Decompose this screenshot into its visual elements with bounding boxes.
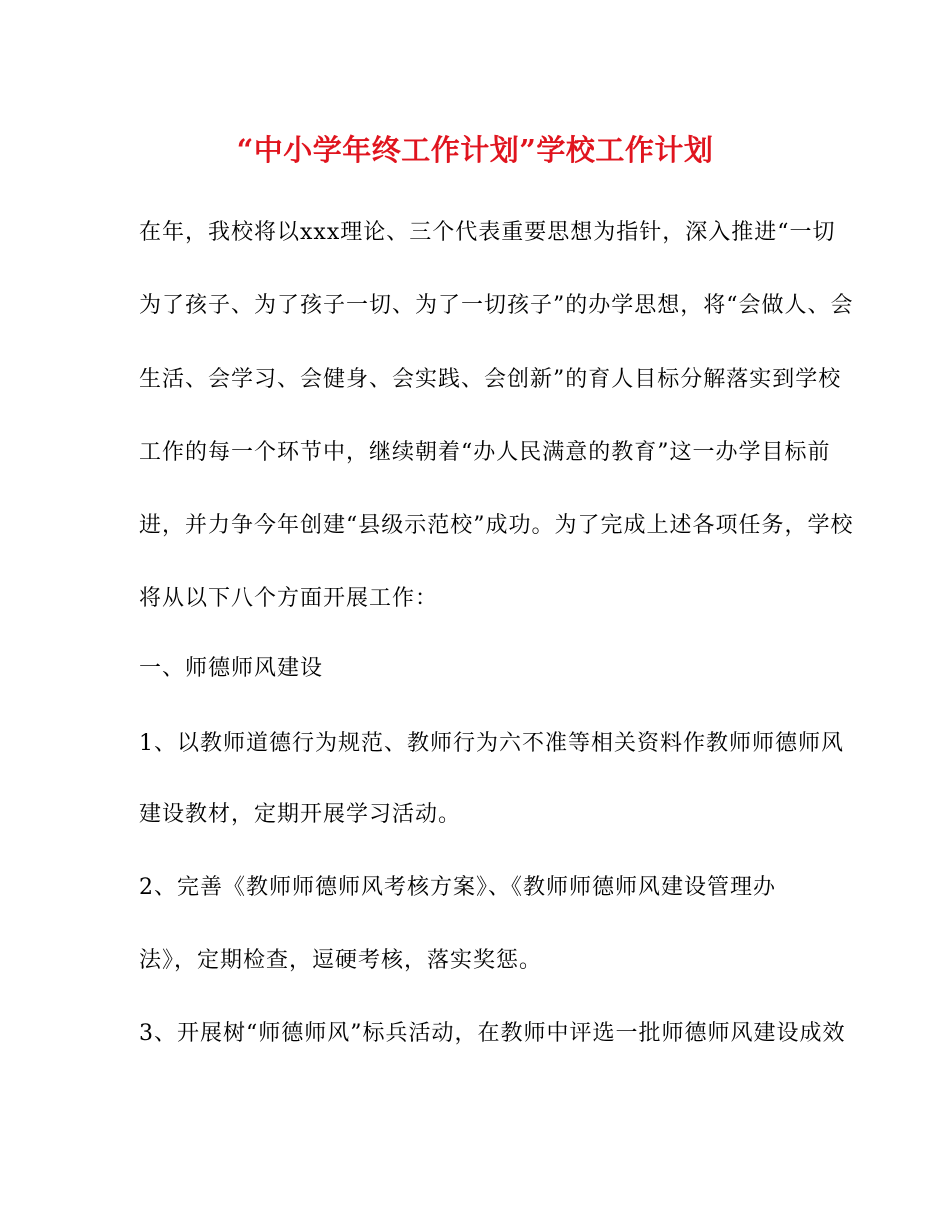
paragraph-line: 进，并力争今年创建“县级示范校”成功。为了完成上述各项任务，学校 (139, 513, 854, 538)
section-heading: 一、师德师风建设 (139, 656, 324, 681)
paragraph-line: 为了孩子、为了孩子一切、为了一切孩子”的办学思想，将“会做人、会 (139, 293, 854, 318)
list-item-line: 2、完善《教师师德师风考核方案》、《教师师德师风建设管理办 (139, 875, 776, 900)
list-item-line: 1、以教师道德行为规范、教师行为六不准等相关资料作教师师德师风 (139, 731, 844, 756)
list-item-line: 3、开展树“师德师风”标兵活动，在教师中评选一批师德师风建设成效 (139, 1021, 846, 1046)
paragraph-line: 工作的每一个环节中，继续朝着“办人民满意的教育”这一办学目标前 (139, 440, 831, 465)
list-item-line: 建设教材，定期开展学习活动。 (139, 802, 462, 827)
list-item-line: 法》，定期检查，逗硬考核，落实奖惩。 (139, 948, 543, 973)
paragraph-line: 生活、会学习、会健身、会实践、会创新”的育人目标分解落实到学校 (139, 367, 842, 392)
paragraph-line: 在年，我校将以xxx理论、三个代表重要思想为指针，深入推进“一切 (139, 220, 836, 245)
document-title: “中小学年终工作计划”学校工作计划 (236, 133, 714, 167)
paragraph-line: 将从以下八个方面开展工作： (139, 586, 439, 611)
